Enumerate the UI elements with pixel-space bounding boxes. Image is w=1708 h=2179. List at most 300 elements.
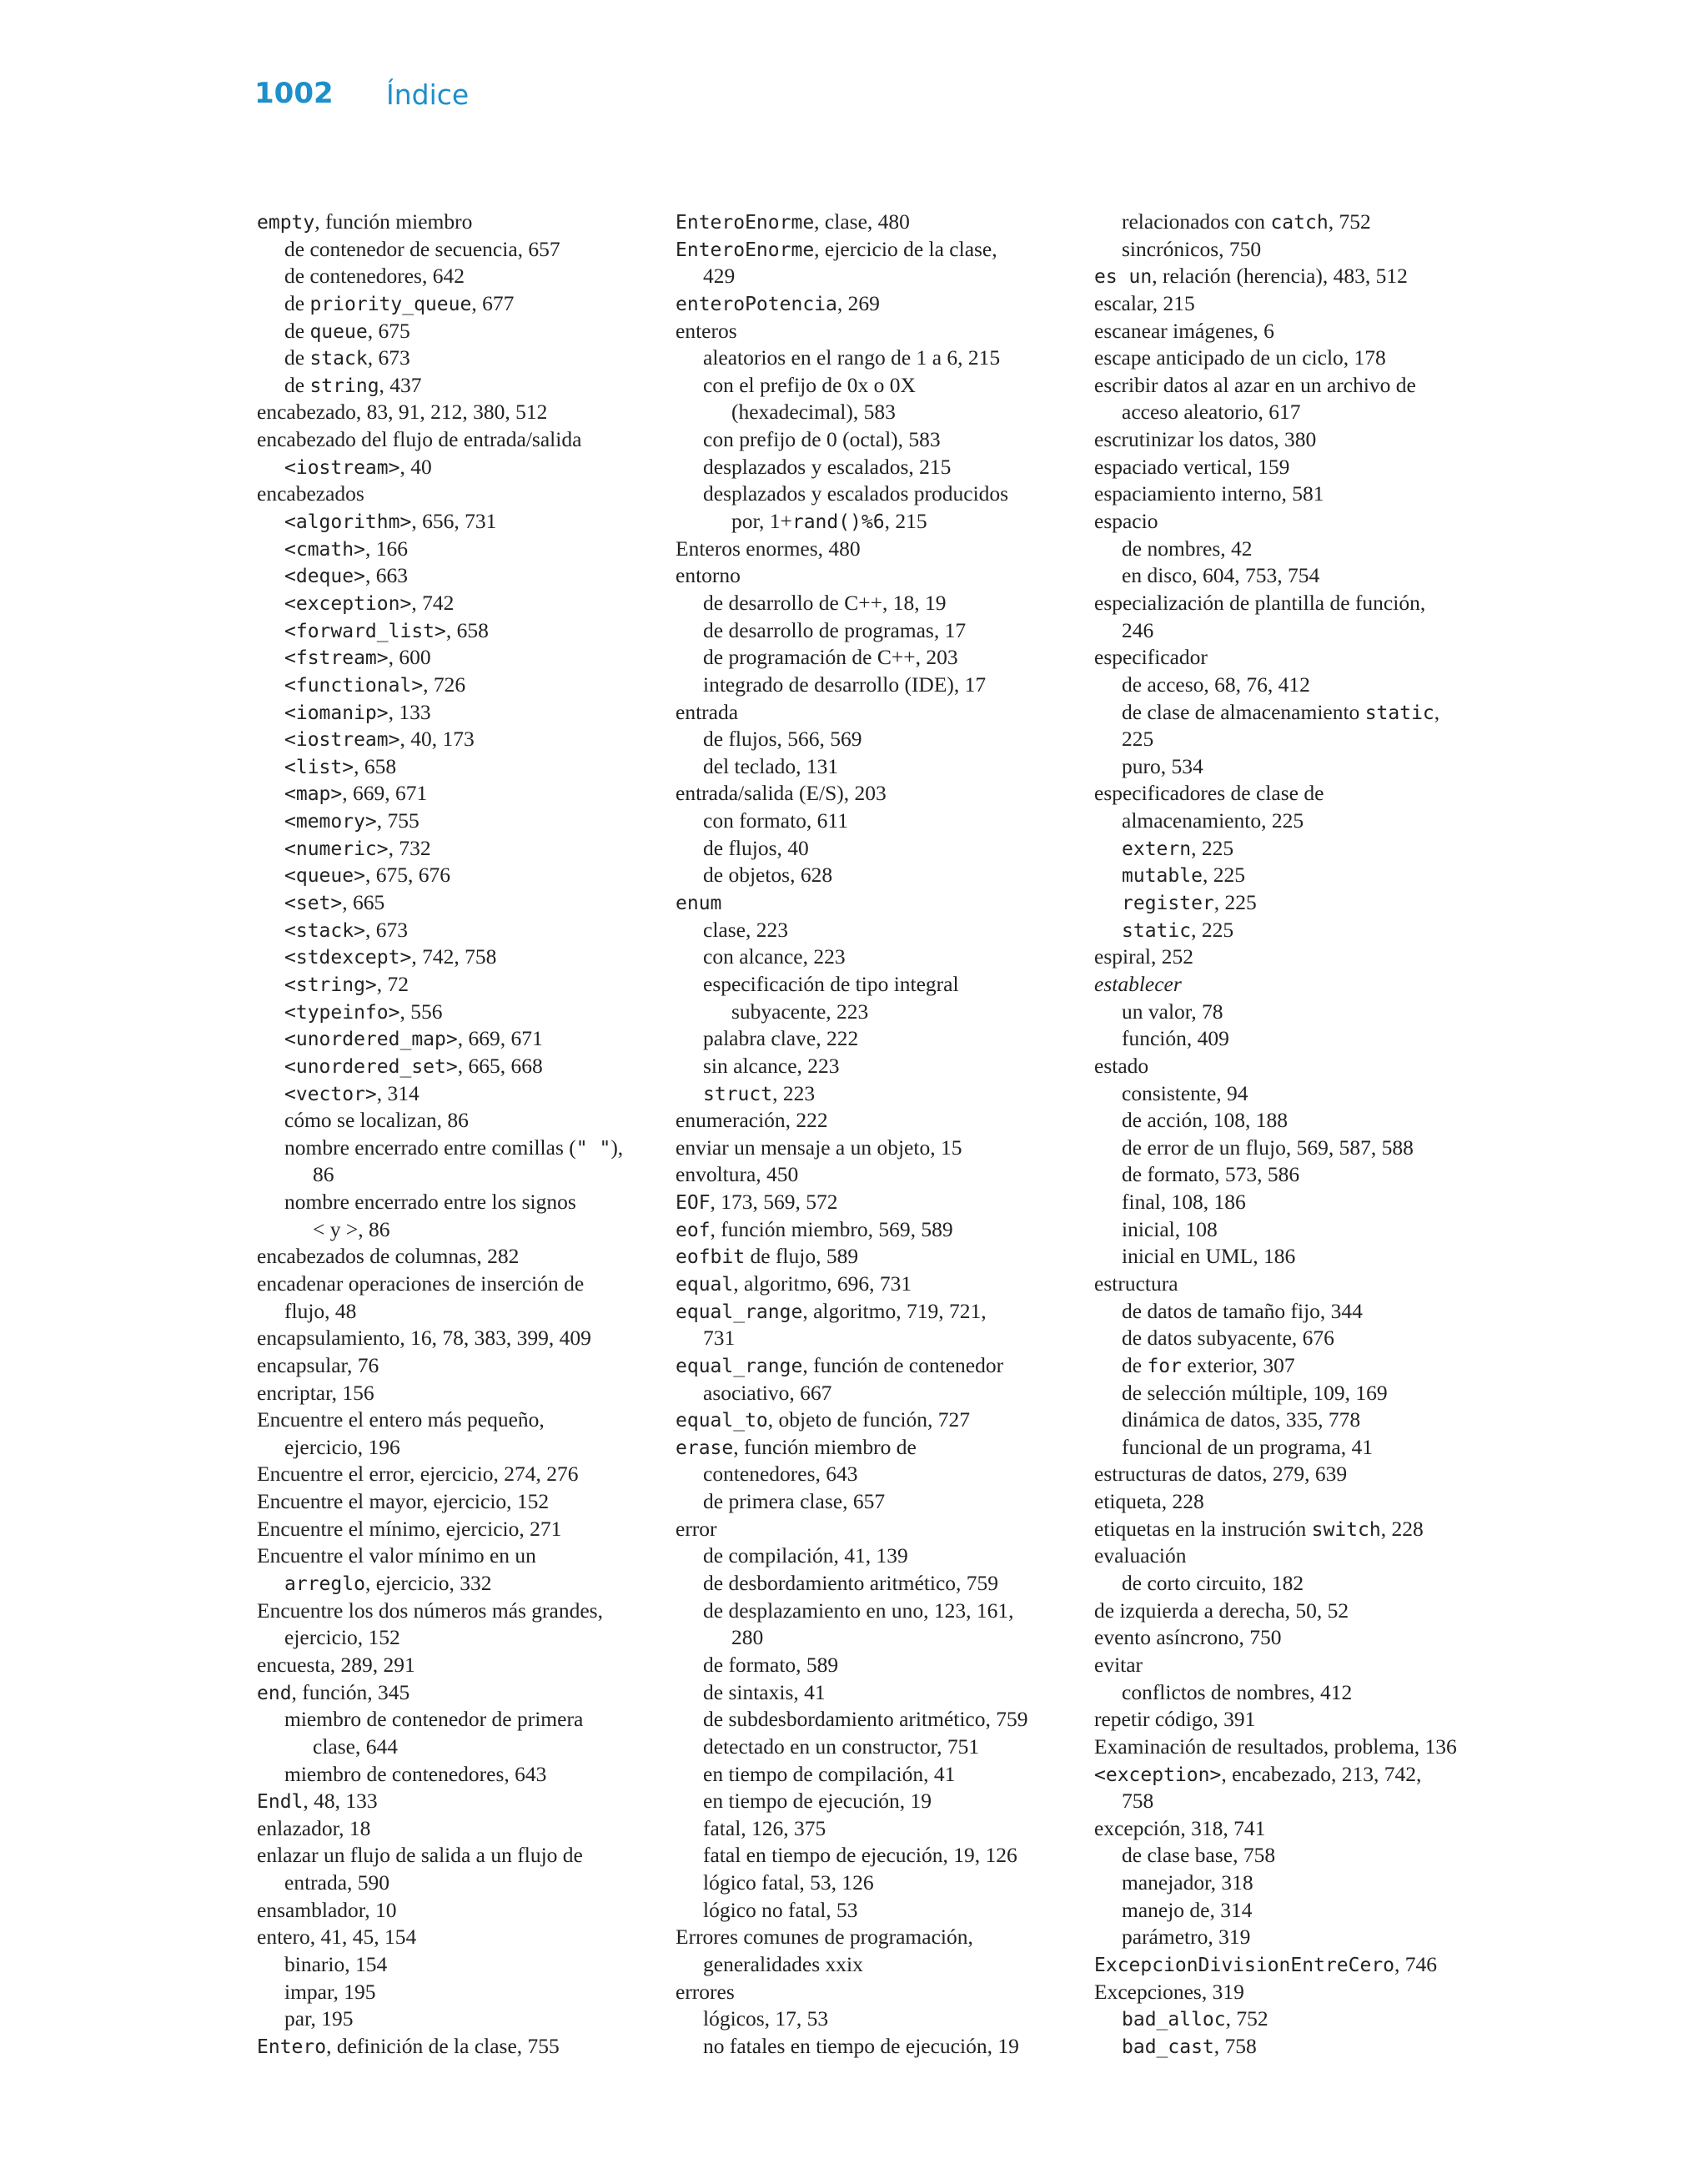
entry-text: enlazador, 18 [257, 1815, 371, 1840]
entry-text: Enteros enormes, 480 [676, 536, 861, 561]
index-subentry [676, 345, 1059, 372]
entry-text: de contenedor de secuencia, 657 [284, 236, 560, 261]
index-subentry [257, 1025, 640, 1053]
entry-text: , función miembro, 569, 589 [710, 1216, 953, 1241]
code-term: <typeinfo> [284, 1001, 400, 1024]
index-subentry [676, 808, 1059, 835]
index-subentry [1094, 617, 1478, 645]
entry-text: en tiempo de ejecución, 19 [703, 1789, 932, 1814]
entry-text: miembro de contenedores, 643 [284, 1761, 547, 1786]
index-subentry [676, 862, 1059, 889]
code-term: es un [1094, 266, 1153, 289]
entry-text: entrada, 590 [284, 1870, 390, 1895]
code-term: <functional> [284, 674, 424, 697]
index-subentry [1094, 1570, 1478, 1598]
index-subentry [1094, 1842, 1478, 1870]
index-subentry [257, 835, 640, 863]
entry-text: enteros [676, 318, 737, 343]
index-entry [1094, 508, 1478, 536]
index-subentry [1094, 672, 1478, 699]
entry-text: final, 108, 186 [1122, 1190, 1246, 1215]
entry-text: , 673 [364, 917, 408, 942]
index-subentry [676, 917, 1059, 944]
entry-text: espaciado vertical, 159 [1094, 454, 1290, 479]
index-entry [1094, 971, 1478, 999]
code-term: <unordered_set> [284, 1055, 458, 1078]
code-term: bad_alloc [1122, 2009, 1226, 2031]
index-subentry [1094, 1243, 1478, 1271]
index-subentry [257, 672, 640, 699]
entry-text: de flujos, 566, 569 [703, 727, 862, 752]
entry-text: detectado en un constructor, 751 [703, 1734, 980, 1759]
entry-text: desplazados y escalados producidos [703, 481, 1009, 506]
code-term: <vector> [284, 1083, 377, 1105]
entry-text: del teclado, 131 [703, 753, 839, 778]
index-subentry [257, 808, 640, 835]
index-subentry [257, 1434, 640, 1462]
code-term: static [1122, 919, 1192, 942]
code-term: <set> [284, 893, 343, 915]
entry-text: escape anticipado de un ciclo, 178 [1094, 345, 1386, 370]
entry-text: encabezados de columnas, 282 [257, 1244, 520, 1269]
index-subentry [1094, 1107, 1478, 1135]
index-entry [676, 209, 1059, 236]
entry-text: asociativo, 667 [703, 1380, 832, 1405]
entry-text: de primera clase, 657 [703, 1489, 886, 1514]
entry-text: escrutinizar los datos, 380 [1094, 427, 1317, 452]
entry-text: , ejercicio, 332 [364, 1571, 492, 1596]
index-subentry [676, 944, 1059, 971]
index-entry [676, 699, 1059, 727]
entry-text: , 665, 668 [457, 1053, 543, 1078]
entry-text: cómo se localizan, 86 [284, 1108, 469, 1133]
entry-text: , 437 [379, 372, 422, 397]
entry-text: errores [676, 1979, 735, 2004]
entry-text: par, 195 [284, 2006, 354, 2031]
entry-text: espiral, 252 [1094, 944, 1193, 969]
entry-text: encadenar operaciones de inserción de [257, 1271, 585, 1296]
index-subentry [1094, 209, 1478, 236]
index-subentry [1094, 536, 1478, 563]
entry-text: un valor, 78 [1122, 999, 1223, 1024]
index-entry [676, 1352, 1059, 1380]
index-entry [1094, 1542, 1478, 1570]
code-term: <memory> [284, 811, 377, 833]
entry-text: , relación (herencia), 483, 512 [1152, 264, 1408, 289]
code-term: eofbit [676, 1246, 746, 1269]
index-subentry [1094, 1352, 1478, 1380]
entry-text: desplazados y escalados, 215 [703, 454, 952, 479]
code-term: enum [676, 893, 722, 915]
index-entry [676, 562, 1059, 590]
entry-text: generalidades xxix [703, 1952, 863, 1976]
index-entry [1094, 481, 1478, 508]
entry-text: , 746 [1394, 1952, 1438, 1976]
entry-text: Encuentre los dos números más grandes, [257, 1598, 603, 1623]
code-term: <iostream> [284, 729, 400, 752]
index-entry [257, 1679, 640, 1707]
entry-text: , 215 [884, 509, 927, 534]
entry-text: , 40 [399, 454, 432, 479]
entry-text: relacionados con [1122, 209, 1271, 234]
index-subentry [676, 399, 1059, 426]
index-entry [1094, 644, 1478, 672]
entry-text: lógicos, 17, 53 [703, 2006, 829, 2031]
index-entry [1094, 454, 1478, 481]
entry-text: fatal, 126, 375 [703, 1815, 826, 1840]
index-entry [1094, 1271, 1478, 1298]
entry-text: miembro de contenedor de primera [284, 1707, 584, 1732]
index-subentry [257, 290, 640, 318]
index-subentry [257, 1979, 640, 2006]
index-subentry [1094, 1161, 1478, 1189]
entry-text: , 228 [1380, 1516, 1424, 1541]
index-subentry [1094, 236, 1478, 264]
index-entry [1094, 1761, 1478, 1789]
entry-text: , encabezado, 213, 742, [1221, 1761, 1422, 1786]
entry-text: , definición de la clase, 755 [326, 2033, 560, 2058]
code-term: for [1147, 1355, 1182, 1377]
entry-text: , 663 [364, 563, 408, 588]
index-entry [257, 1788, 640, 1815]
index-subentry [1094, 808, 1478, 835]
index-entry [1094, 1516, 1478, 1543]
entry-text: de [1122, 1352, 1148, 1377]
index-entry [257, 2033, 640, 2061]
index-subentry [257, 1870, 640, 1897]
entry-text: ensamblador, 10 [257, 1897, 397, 1922]
index-entry [257, 1897, 640, 1925]
index-subentry [676, 590, 1059, 617]
entry-text: de [284, 290, 310, 315]
entry-text: 225 [1122, 727, 1154, 752]
index-subentry [1094, 1325, 1478, 1352]
index-subentry [257, 1706, 640, 1734]
entry-text: sincrónicos, 750 [1122, 236, 1262, 261]
index-subentry [676, 1025, 1059, 1053]
entry-text: evaluación [1094, 1543, 1187, 1568]
code-term: " " [575, 1137, 611, 1160]
index-subentry [1094, 1788, 1478, 1815]
entry-text: , 133 [388, 699, 431, 724]
index-entry [1094, 1624, 1478, 1652]
index-subentry [257, 1189, 640, 1216]
index-subentry [257, 1734, 640, 1761]
entry-text: escalar, 215 [1094, 290, 1195, 315]
entry-text: entrada [676, 699, 739, 724]
code-term: static [1364, 702, 1434, 724]
entry-text: en tiempo de compilación, 41 [703, 1761, 956, 1786]
index-entry [257, 1488, 640, 1516]
entry-text: estado [1094, 1053, 1149, 1078]
entry-text: enlazar un flujo de salida a un flujo de [257, 1843, 583, 1868]
code-term: mutable [1122, 865, 1203, 888]
code-term: EnteroEnorme [676, 239, 815, 261]
entry-text: integrado de desarrollo (IDE), 17 [703, 672, 987, 697]
code-term: <unordered_map> [284, 1029, 458, 1051]
index-subentry [676, 1897, 1059, 1925]
index-entry [676, 1161, 1059, 1189]
entry-text: escribir datos al azar en un archivo de [1094, 372, 1416, 397]
entry-text: de izquierda a derecha, 50, 52 [1094, 1598, 1349, 1623]
entry-text: , función miembro [314, 209, 473, 234]
entry-text: , 677 [471, 290, 515, 315]
code-term: extern [1122, 838, 1192, 860]
index-subentry [676, 1842, 1059, 1870]
entry-text: de formato, 573, 586 [1122, 1162, 1300, 1187]
index-subentry [676, 2033, 1059, 2061]
entry-text: , algoritmo, 696, 731 [733, 1271, 912, 1296]
index-entry [1094, 944, 1478, 971]
index-entry [676, 889, 1059, 917]
entry-text: funcional de un programa, 41 [1122, 1434, 1373, 1459]
index-subentry [257, 236, 640, 264]
entry-text: de corto circuito, 182 [1122, 1571, 1304, 1596]
entry-text: , [1434, 699, 1440, 724]
index-subentry [676, 1734, 1059, 1761]
entry-text: encapsular, 76 [257, 1352, 379, 1377]
index-subentry [257, 862, 640, 889]
index-entry [257, 1243, 640, 1271]
index-subentry [257, 1951, 640, 1979]
index-subentry [257, 1570, 640, 1598]
index-subentry [676, 835, 1059, 863]
index-subentry [676, 1652, 1059, 1679]
index-subentry [1094, 1298, 1478, 1326]
index-subentry [257, 454, 640, 481]
code-term: <exception> [284, 592, 412, 615]
entry-text: escanear imágenes, 6 [1094, 318, 1274, 343]
entry-text: entero, 41, 45, 154 [257, 1925, 417, 1950]
entry-text: función, 409 [1122, 1026, 1229, 1051]
entry-text: almacenamiento, 225 [1122, 808, 1304, 833]
index-subentry [676, 481, 1059, 508]
index-entry [1094, 1951, 1478, 1979]
entry-text: subyacente, 223 [731, 999, 869, 1024]
index-entry [1094, 780, 1478, 808]
entry-text: excepción, 318, 741 [1094, 1815, 1266, 1840]
entry-text: , 742 [411, 590, 455, 615]
entry-text: , 726 [423, 672, 466, 697]
index-subentry [1094, 1080, 1478, 1108]
index-subentry [1094, 999, 1478, 1026]
index-subentry [676, 1053, 1059, 1080]
entry-text: clase, 223 [703, 917, 788, 942]
index-entry [676, 1107, 1059, 1135]
code-term: EOF [676, 1192, 711, 1215]
index-subentry [257, 971, 640, 999]
index-entry [676, 236, 1059, 264]
entry-text: , 48, 133 [303, 1789, 378, 1814]
code-term: <queue> [284, 865, 365, 888]
index-subentry [257, 1216, 640, 1244]
index-subentry [676, 1624, 1059, 1652]
index-subentry [257, 1161, 640, 1189]
entry-text: inicial, 108 [1122, 1216, 1218, 1241]
entry-text: de programación de C++, 203 [703, 645, 958, 670]
code-term: <list> [284, 756, 354, 778]
index-entry [1094, 1815, 1478, 1843]
entry-text: Encuentre el mínimo, ejercicio, 271 [257, 1516, 562, 1541]
code-term: arreglo [284, 1573, 365, 1596]
entry-text: de desplazamiento en uno, 123, 161, [703, 1598, 1014, 1623]
entry-text: , 173, 569, 572 [710, 1190, 838, 1215]
entry-text: , 669, 671 [457, 1026, 543, 1051]
section-title: Índice [386, 78, 470, 111]
entry-text: , 72 [376, 971, 409, 996]
code-term: <string> [284, 974, 377, 996]
index-entry [676, 536, 1059, 563]
index-entry [676, 1135, 1059, 1162]
entry-text: Encuentre el entero más pequeño, [257, 1407, 545, 1432]
entry-text: Errores comunes de programación, [676, 1925, 973, 1950]
entry-text: , ejercicio de la clase, [814, 236, 997, 261]
entry-text: , 225 [1191, 917, 1234, 942]
index-entry [1094, 1461, 1478, 1488]
index-subentry [257, 508, 640, 536]
index-subentry [257, 699, 640, 727]
index-entry [1094, 1488, 1478, 1516]
entry-text: especificadores de clase de [1094, 781, 1324, 806]
index-subentry [1094, 726, 1478, 753]
page-number: 1002 [254, 77, 334, 110]
entry-text: impar, 195 [284, 1979, 376, 2004]
index-subentry [1094, 889, 1478, 917]
code-term: <stdexcept> [284, 947, 412, 969]
entry-text: , 600 [388, 645, 431, 670]
index-entry [676, 1271, 1059, 1298]
code-term: Entero [257, 2036, 327, 2058]
entry-text: parámetro, 319 [1122, 1925, 1251, 1950]
entry-text: de objetos, 628 [703, 863, 833, 888]
index-subentry [676, 1488, 1059, 1516]
entry-text: manejador, 318 [1122, 1870, 1253, 1895]
index-subentry [1094, 2033, 1478, 2061]
index-subentry [676, 1761, 1059, 1789]
entry-text: etiqueta, 228 [1094, 1489, 1204, 1514]
index-entry [257, 399, 640, 426]
index-subentry [1094, 917, 1478, 944]
entry-text: de subdesbordamiento aritmético, 759 [703, 1707, 1028, 1732]
code-term: bad_cast [1122, 2036, 1214, 2058]
code-term: struct [703, 1083, 773, 1105]
index-entry [1094, 1734, 1478, 1761]
entry-text: de flujo, 589 [745, 1244, 859, 1269]
entry-text: sin alcance, 223 [703, 1053, 840, 1078]
entry-text: evento asíncrono, 750 [1094, 1625, 1282, 1650]
entry-text: de acceso, 68, 76, 412 [1122, 672, 1310, 697]
index-subentry [1094, 1897, 1478, 1925]
index-subentry [257, 345, 640, 372]
index-entry [257, 1842, 640, 1870]
entry-text: contenedores, 643 [703, 1462, 858, 1487]
index-subentry [257, 644, 640, 672]
entry-text: especialización de plantilla de función, [1094, 590, 1426, 615]
code-term: empty [257, 212, 315, 234]
entry-text: , 314 [376, 1080, 419, 1105]
entry-text: envoltura, 450 [676, 1162, 799, 1187]
entry-text: palabra clave, 222 [703, 1026, 859, 1051]
entry-text: de clase de almacenamiento [1122, 699, 1365, 724]
entry-text: de desbordamiento aritmético, 759 [703, 1571, 999, 1596]
entry-text: nombre encerrado entre los signos [284, 1190, 576, 1215]
code-term: equal_range [676, 1355, 803, 1377]
index-subentry [257, 1761, 640, 1789]
index-entry [676, 318, 1059, 345]
index-entry [1094, 345, 1478, 372]
index-entry [1094, 318, 1478, 345]
index-subentry [676, 1598, 1059, 1625]
entry-text: de selección múltiple, 109, 169 [1122, 1380, 1388, 1405]
entry-text: encabezados [257, 481, 364, 506]
index-subentry [257, 590, 640, 617]
index-entry [1094, 263, 1478, 290]
index-subentry [676, 454, 1059, 481]
entry-text: acceso aleatorio, 617 [1122, 400, 1301, 425]
index-subentry [1094, 1189, 1478, 1216]
entry-text: inicial en UML, 186 [1122, 1244, 1296, 1269]
index-subentry [257, 263, 640, 290]
index-subentry [257, 889, 640, 917]
index-subentry [1094, 1380, 1478, 1407]
entry-text: exterior, 307 [1182, 1352, 1295, 1377]
index-entry [1094, 1652, 1478, 1679]
index-subentry [676, 426, 1059, 454]
index-subentry [676, 726, 1059, 753]
entry-text: , 223 [772, 1080, 816, 1105]
code-term: <numeric> [284, 838, 389, 860]
index-entry [676, 1924, 1059, 1951]
entry-text: , 755 [376, 808, 419, 833]
code-term: <iomanip> [284, 702, 389, 724]
index-entry [257, 1542, 640, 1570]
entry-text: con formato, 611 [703, 808, 848, 833]
index-subentry [1094, 1025, 1478, 1053]
entry-text: encriptar, 156 [257, 1380, 374, 1405]
index-subentry [676, 1870, 1059, 1897]
index-entry [257, 1652, 640, 1679]
index-subentry [676, 1461, 1059, 1488]
index-entry [257, 1325, 640, 1352]
index-entry [676, 1516, 1059, 1543]
entry-text: no fatales en tiempo de ejecución, 19 [703, 2033, 1019, 2058]
code-term: <deque> [284, 566, 365, 588]
entry-text: , 675, 676 [364, 863, 450, 888]
index-entry [257, 1815, 640, 1843]
entry-text: , 658 [445, 617, 489, 642]
index-entry [1094, 1979, 1478, 2006]
index-entry [676, 1243, 1059, 1271]
index-subentry [1094, 753, 1478, 781]
code-term: string [309, 375, 379, 397]
index-subentry [257, 999, 640, 1026]
entry-text: , 675 [367, 318, 410, 343]
index-subentry [676, 999, 1059, 1026]
index-subentry [676, 1815, 1059, 1843]
index-subentry [257, 318, 640, 345]
entry-text: , 166 [364, 536, 408, 561]
entry-text: de desarrollo de C++, 18, 19 [703, 590, 947, 615]
entry-text: , función, 345 [291, 1679, 410, 1704]
index-subentry [676, 1951, 1059, 1979]
code-term: <exception> [1094, 1764, 1222, 1786]
entry-text: encabezado del flujo de entrada/salida [257, 427, 582, 452]
entry-text: conflictos de nombres, 412 [1122, 1679, 1353, 1704]
index-subentry [1094, 1924, 1478, 1951]
index-entry [676, 780, 1059, 808]
index-entry [257, 1271, 640, 1298]
code-term: equal_range [676, 1301, 803, 1323]
